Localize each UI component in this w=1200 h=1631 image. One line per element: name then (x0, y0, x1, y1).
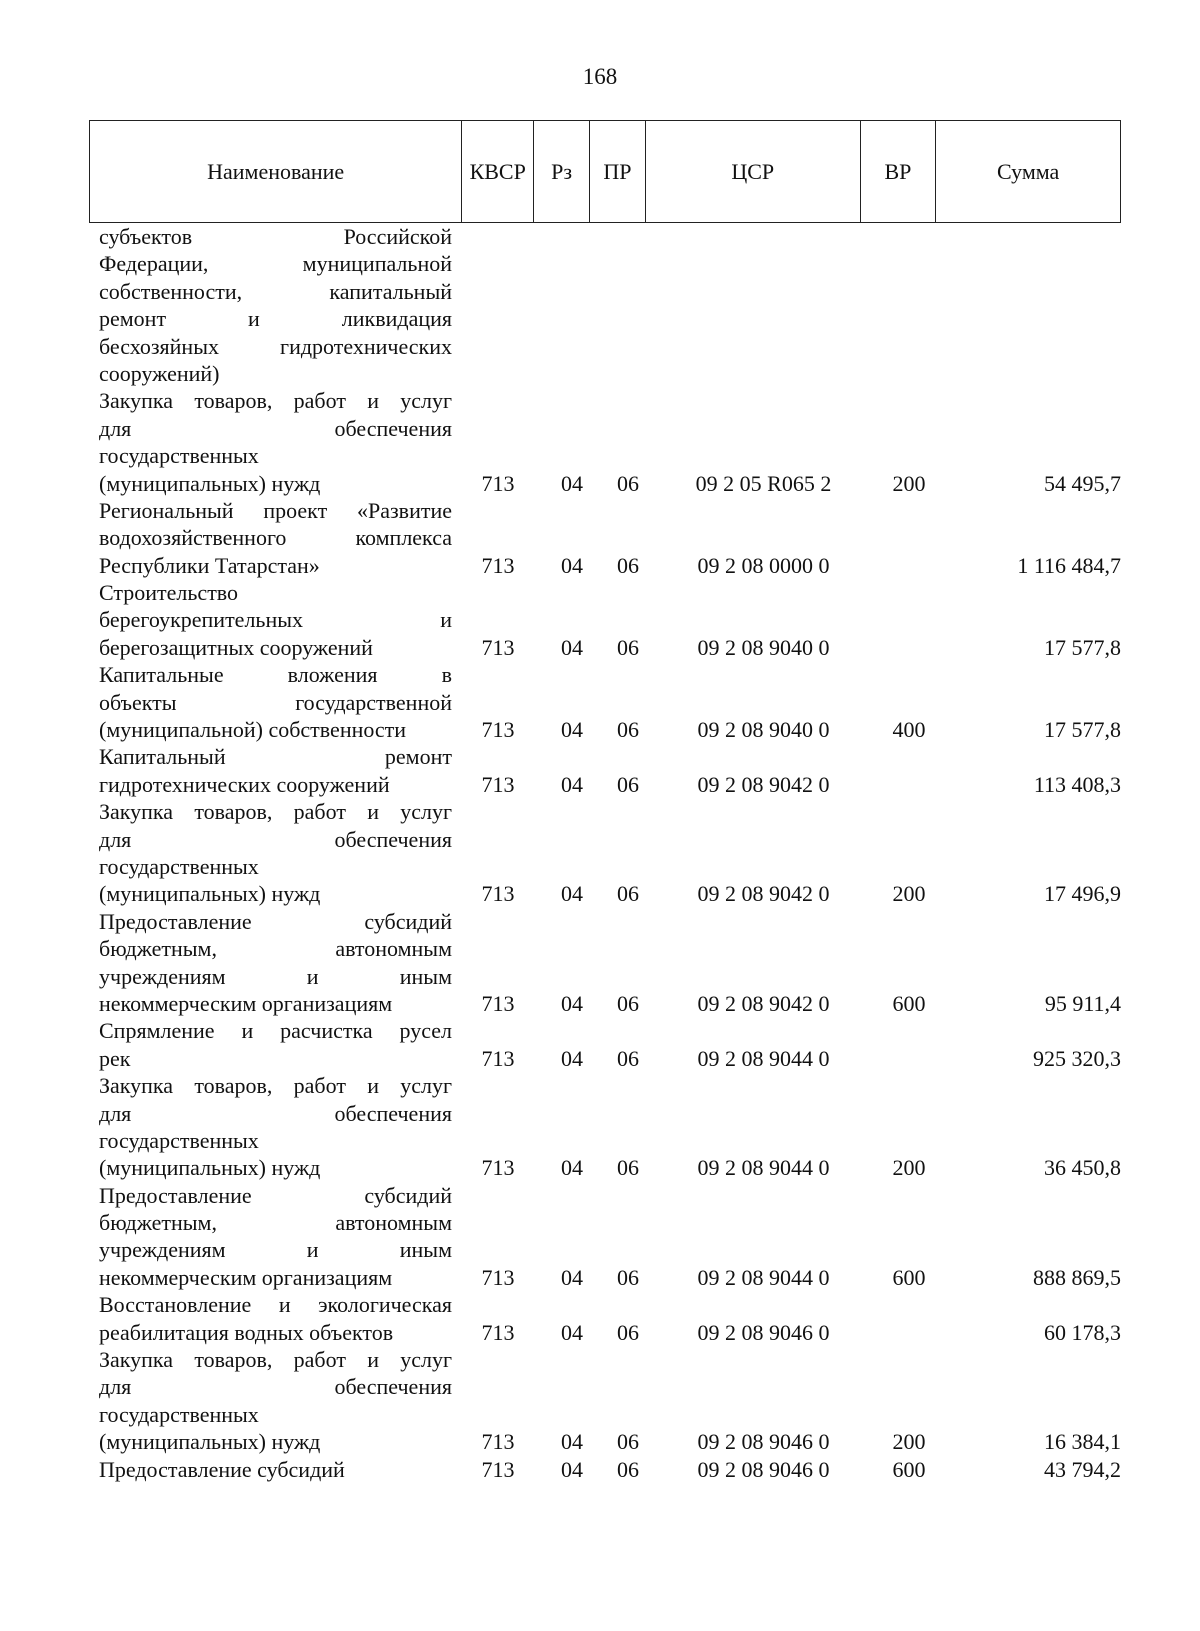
table-row (99, 743, 1121, 798)
row-name-line: Региональный проект «Развитие (99, 497, 452, 523)
row-sum: 36 450,8 (1044, 1155, 1121, 1181)
row-vr: 200 (892, 470, 926, 496)
row-pr: 06 (617, 771, 639, 797)
row-name-line: Капитальный ремонт (99, 744, 452, 770)
table-row (99, 1182, 1121, 1292)
row-name (99, 1291, 452, 1346)
row-name-line: учреждениям и иным (99, 1237, 452, 1263)
header-name: Наименование (90, 121, 462, 222)
row-sum: 43 794,2 (1044, 1456, 1121, 1482)
row-name-line: бесхозяйных гидротехнических (99, 333, 452, 359)
row-sum: 95 911,4 (1044, 990, 1121, 1016)
row-csr: 09 2 08 9044 0 (697, 1045, 830, 1071)
row-rz: 04 (561, 1264, 583, 1290)
row-pr: 06 (617, 1045, 639, 1071)
table-body (99, 223, 1121, 1483)
row-pr: 06 (617, 881, 639, 907)
row-vr: 200 (892, 1429, 926, 1455)
table-row (99, 1017, 1121, 1072)
row-name-line: государственных (99, 1401, 259, 1427)
row-pr: 06 (617, 634, 639, 660)
table-row (99, 579, 1121, 661)
row-csr: 09 2 08 9046 0 (697, 1456, 830, 1482)
row-csr: 09 2 08 0000 0 (697, 552, 830, 578)
row-name-line: (муниципальных) нужд (99, 881, 321, 907)
row-sum: 60 178,3 (1044, 1319, 1121, 1345)
row-name-line: Предоставление субсидий (99, 1456, 345, 1482)
row-sum: 17 577,8 (1044, 717, 1121, 743)
row-rz: 04 (561, 470, 583, 496)
row-name-line: государственных (99, 853, 259, 879)
header-csr: ЦСР (646, 121, 861, 222)
row-name-line: государственных (99, 443, 259, 469)
row-name-line: для обеспечения (99, 415, 452, 441)
row-vr: 200 (892, 881, 926, 907)
row-name (99, 1456, 452, 1483)
row-sum: 17 577,8 (1044, 634, 1121, 660)
row-sum: 925 320,3 (1033, 1045, 1121, 1071)
row-name (99, 579, 452, 661)
row-csr: 09 2 08 9042 0 (697, 771, 830, 797)
row-sum: 17 496,9 (1044, 881, 1121, 907)
row-kvsr: 713 (481, 771, 515, 797)
row-name-line: бюджетным, автономным (99, 936, 452, 962)
row-pr: 06 (617, 1155, 639, 1181)
row-rz: 04 (561, 1045, 583, 1071)
row-kvsr: 713 (481, 1456, 515, 1482)
header-sum: Сумма (997, 158, 1060, 184)
row-kvsr: 713 (481, 552, 515, 578)
row-name-line: гидротехнических сооружений (99, 771, 390, 797)
row-pr: 06 (617, 1264, 639, 1290)
row-sum: 888 869,5 (1033, 1264, 1121, 1290)
header-rz: Рз (534, 121, 590, 222)
row-name (99, 908, 452, 1018)
header-vr: ВР (861, 121, 937, 222)
row-name-line: (муниципальной) собственности (99, 717, 407, 743)
row-name-line: реабилитация водных объектов (99, 1319, 394, 1345)
row-kvsr: 713 (481, 1155, 515, 1181)
row-csr: 09 2 08 9042 0 (697, 881, 830, 907)
table-row (99, 908, 1121, 1018)
page-number: 168 (582, 64, 618, 89)
row-pr: 06 (617, 1456, 639, 1482)
row-name (99, 1017, 452, 1072)
row-kvsr: 713 (481, 1045, 515, 1071)
row-vr: 600 (892, 1456, 926, 1482)
row-name-line: (муниципальных) нужд (99, 1429, 321, 1455)
row-csr: 09 2 08 9044 0 (697, 1155, 830, 1181)
row-name-line: берегозащитных сооружений (99, 634, 373, 660)
row-name (99, 497, 452, 579)
row-name-line: учреждениям и иным (99, 963, 452, 989)
row-name-line: Закупка товаров, работ и услуг (99, 1347, 452, 1373)
table-header (89, 120, 1121, 223)
row-name (99, 223, 452, 387)
table-row (99, 1291, 1121, 1346)
row-name-line: Республики Татарстан» (99, 552, 320, 578)
row-name-line: объекты государственной (99, 689, 452, 715)
row-kvsr: 713 (481, 1319, 515, 1345)
row-name-line: Строительство (99, 580, 239, 606)
row-name-line: собственности, капитальный (99, 278, 452, 304)
row-name-line: Федерации, муниципальной (99, 251, 452, 277)
row-kvsr: 713 (481, 1429, 515, 1455)
row-pr: 06 (617, 717, 639, 743)
row-name-line: (муниципальных) нужд (99, 470, 321, 496)
row-name-line: некоммерческим организациям (99, 990, 393, 1016)
row-pr: 06 (617, 552, 639, 578)
row-rz: 04 (561, 1429, 583, 1455)
row-csr: 09 2 08 9046 0 (697, 1319, 830, 1345)
row-name-line: Закупка товаров, работ и услуг (99, 388, 452, 414)
row-name (99, 387, 452, 497)
row-name-line: для обеспечения (99, 826, 452, 852)
table-row (99, 1072, 1121, 1182)
row-kvsr: 713 (481, 1264, 515, 1290)
row-rz: 04 (561, 1456, 583, 1482)
row-name-line: Капитальные вложения в (99, 662, 452, 688)
row-vr: 600 (892, 1264, 926, 1290)
row-vr: 400 (892, 717, 926, 743)
row-name-line: ремонт и ликвидация (99, 306, 452, 332)
row-csr: 09 2 08 9044 0 (697, 1264, 830, 1290)
row-kvsr: 713 (481, 881, 515, 907)
row-rz: 04 (561, 634, 583, 660)
row-name (99, 661, 452, 743)
row-kvsr: 713 (481, 717, 515, 743)
table-row (99, 497, 1121, 579)
row-vr: 600 (892, 990, 926, 1016)
row-name-line: Предоставление субсидий (99, 908, 452, 934)
row-rz: 04 (561, 881, 583, 907)
row-name-line: берегоукрепительных и (99, 607, 452, 633)
row-sum: 16 384,1 (1044, 1429, 1121, 1455)
row-csr: 09 2 08 9046 0 (697, 1429, 830, 1455)
row-kvsr: 713 (481, 470, 515, 496)
row-rz: 04 (561, 552, 583, 578)
row-rz: 04 (561, 1155, 583, 1181)
row-name-line: Закупка товаров, работ и услуг (99, 1073, 452, 1099)
row-pr: 06 (617, 990, 639, 1016)
row-name (99, 1182, 452, 1292)
row-pr: 06 (617, 1319, 639, 1345)
row-kvsr: 713 (481, 990, 515, 1016)
row-rz: 04 (561, 990, 583, 1016)
row-name-line: рек (99, 1045, 131, 1071)
row-name-line: водохозяйственного комплекса (99, 525, 452, 551)
row-csr: 09 2 08 9040 0 (697, 717, 830, 743)
row-name-line: Спрямление и расчистка русел (99, 1018, 452, 1044)
row-sum: 113 408,3 (1033, 771, 1121, 797)
table-row (99, 1346, 1121, 1456)
row-csr: 09 2 08 9042 0 (697, 990, 830, 1016)
row-name-line: Предоставление субсидий (99, 1182, 452, 1208)
row-name-line: Закупка товаров, работ и услуг (99, 799, 452, 825)
row-name-line: Восстановление и экологическая (99, 1292, 452, 1318)
row-rz: 04 (561, 771, 583, 797)
row-rz: 04 (561, 1319, 583, 1345)
row-name (99, 1072, 452, 1182)
table-row (99, 661, 1121, 743)
row-name-line: для обеспечения (99, 1374, 452, 1400)
row-csr: 09 2 05 R065 2 (695, 470, 832, 496)
row-csr: 09 2 08 9040 0 (697, 634, 830, 660)
row-name-line: некоммерческим организациям (99, 1264, 393, 1290)
row-name (99, 1346, 452, 1456)
row-pr: 06 (617, 1429, 639, 1455)
header-kvsr: КВСР (462, 121, 534, 222)
row-name-line: бюджетным, автономным (99, 1210, 452, 1236)
row-rz: 04 (561, 717, 583, 743)
row-name (99, 798, 452, 908)
header-pr: ПР (590, 121, 646, 222)
row-name (99, 743, 452, 798)
row-name-line: для обеспечения (99, 1100, 452, 1126)
table-row (99, 387, 1121, 497)
row-pr: 06 (617, 470, 639, 496)
row-kvsr: 713 (481, 634, 515, 660)
table-row (99, 798, 1121, 908)
row-name-line: (муниципальных) нужд (99, 1155, 321, 1181)
row-sum: 54 495,7 (1044, 470, 1121, 496)
table-row (99, 1456, 1121, 1483)
row-sum: 1 116 484,7 (1017, 552, 1121, 578)
row-name-line: субъектов Российской (99, 224, 452, 249)
row-name-line: государственных (99, 1127, 259, 1153)
row-name-line: сооружений) (99, 360, 220, 386)
row-vr: 200 (892, 1155, 926, 1181)
table-row (99, 223, 1121, 387)
